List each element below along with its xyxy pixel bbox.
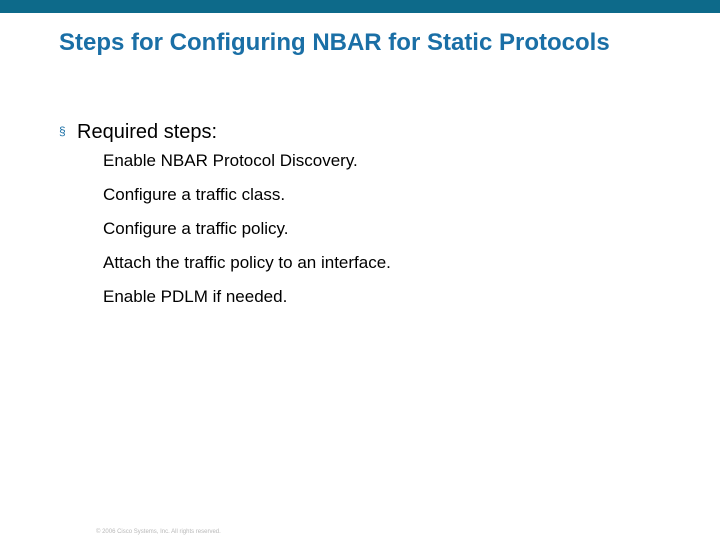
step-item: Enable PDLM if needed. bbox=[103, 287, 288, 306]
step-item: Attach the traffic policy to an interface. bbox=[103, 253, 391, 272]
step-item: Enable NBAR Protocol Discovery. bbox=[103, 151, 358, 170]
step-item: Configure a traffic policy. bbox=[103, 219, 289, 238]
slide-title: Steps for Configuring NBAR for Static Protocols bbox=[59, 29, 610, 56]
copyright-footer: © 2006 Cisco Systems, Inc. All rights reserved. bbox=[96, 529, 221, 535]
bullet-text: Required steps: bbox=[77, 121, 218, 143]
bullet-item bbox=[59, 120, 217, 144]
top-bar bbox=[0, 0, 720, 13]
section-bullet-icon: § bbox=[59, 124, 66, 138]
step-item: Configure a traffic class. bbox=[103, 185, 286, 204]
steps-list bbox=[103, 151, 391, 321]
